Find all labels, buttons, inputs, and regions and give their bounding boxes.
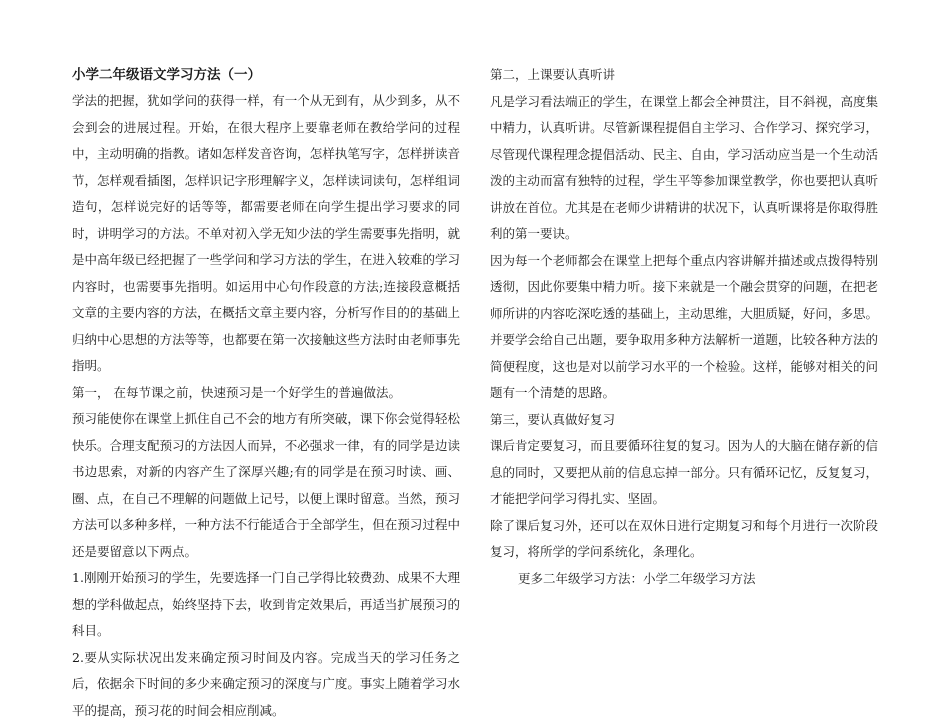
list-item-1: 1.刚刚开始预习的学生，先要选择一门自己学得比较费劲、成果不大理想的学科做起点，始终坚持下去，收到肯定效果后，再适当扩展预习的科目。 [72,565,460,645]
paragraph-review: 课后肯定要复习，而且要循环往复的复习。因为人的大脑在储存新的信息的同时，又要把从前的信息忘掉一部分。只有循环记忆，反复复习，才能把学问学习得扎实、坚固。 [490,433,878,513]
left-column [72,62,460,724]
heading-review: 第三，要认真做好复习 [490,407,878,434]
heading-preview: 第一， 在每节课之前，快速预习是一个好学生的普遍做法。 [72,380,460,407]
paragraph-listen: 凡是学习看法端正的学生，在课堂上都会全神贯注，目不斜视，高度集中精力，认真听讲。尽管新课程提倡自主学习、合作学习、探究学习，尽管现代课程理念提倡活动、民主、自由，学习活动应当是一个生动活泼的主动而富有独特的过程，学生平等参加课堂教学，你也要把认真听讲放在首位。尤其是在老师少讲精讲的状况下，认真听课将是你取得胜利的第一要诀。 [490,89,878,248]
paragraph-preview: 预习能使你在课堂上抓住自己不会的地方有所突破，课下你会觉得轻松快乐。合理支配预习的方法因人而异，不必强求一律，有的同学是边读书边思索，对新的内容产生了深厚兴趣;有的同学是在预习时读、画、圈、点，在自己不理解的问题做上记号，以便上课时留意。当然，预习方法可以多种多样，一种方法不行能适合于全部学生，但在预习过程中还是要留意以下两点。 [72,406,460,565]
right-column [490,62,878,592]
document-title: 小学二年级语文学习方法（一） [72,62,460,88]
paragraph-weekend-review: 除了课后复习外，还可以在双休日进行定期复习和每个月进行一次阶段复习，将所学的学问系统化，条理化。 [490,513,878,566]
paragraph-intro: 学法的把握，犹如学问的获得一样，有一个从无到有，从少到多，从不会到会的进展过程。开始，在很大程序上要靠老师在教给学问的过程中，主动明确的指教。诸如怎样发音咨询，怎样执笔写字，怎样拼读音节，怎样观看插图，怎样识记字形理解字义，怎样读词读句，怎样组词造句，怎样说完好的话等等，都需要老师在向学生提出学习要求的同时，讲明学习的方法。不单对初入学无知少法的学生需要事先指明，就是中高年级已经把握了一些学问和学习方法的学生，在进入较难的学习内容时，也需要事先指明。如运用中心句作段意的方法;连接段意概括文章的主要内容的方法，在概括文章主要内容，分析写作目的的基础上归纳中心思想的方法等等，也都要在第一次接触这些方法时由老师事先指明。 [72,88,460,380]
heading-listen: 第二，上课要认真听讲 [490,62,878,89]
list-item-2: 2.要从实际状况出发来确定预习时间及内容。完成当天的学习任务之后，依据余下时间的多少来确定预习的深度与广度。事实上随着学习水平的提高，预习花的时间会相应削减。 [72,645,460,724]
more-methods-link[interactable]: 更多二年级学习方法：小学二年级学习方法 [490,566,878,593]
paragraph-focus: 因为每一个老师都会在课堂上把每个重点内容讲解并描述或点拨得特别透彻，因此你要集中精力听。接下来就是一个融会贯穿的问题，在把老师所讲的内容吃深吃透的基础上，主动思维，大胆质疑，好问，多思。并要学会给自己出题，要争取用多种方法解析一道题，比较各种方法的简便程度，这也是对以前学习水平的一个检验。这样，能够对相关的问题有一个清楚的思路。 [490,248,878,407]
